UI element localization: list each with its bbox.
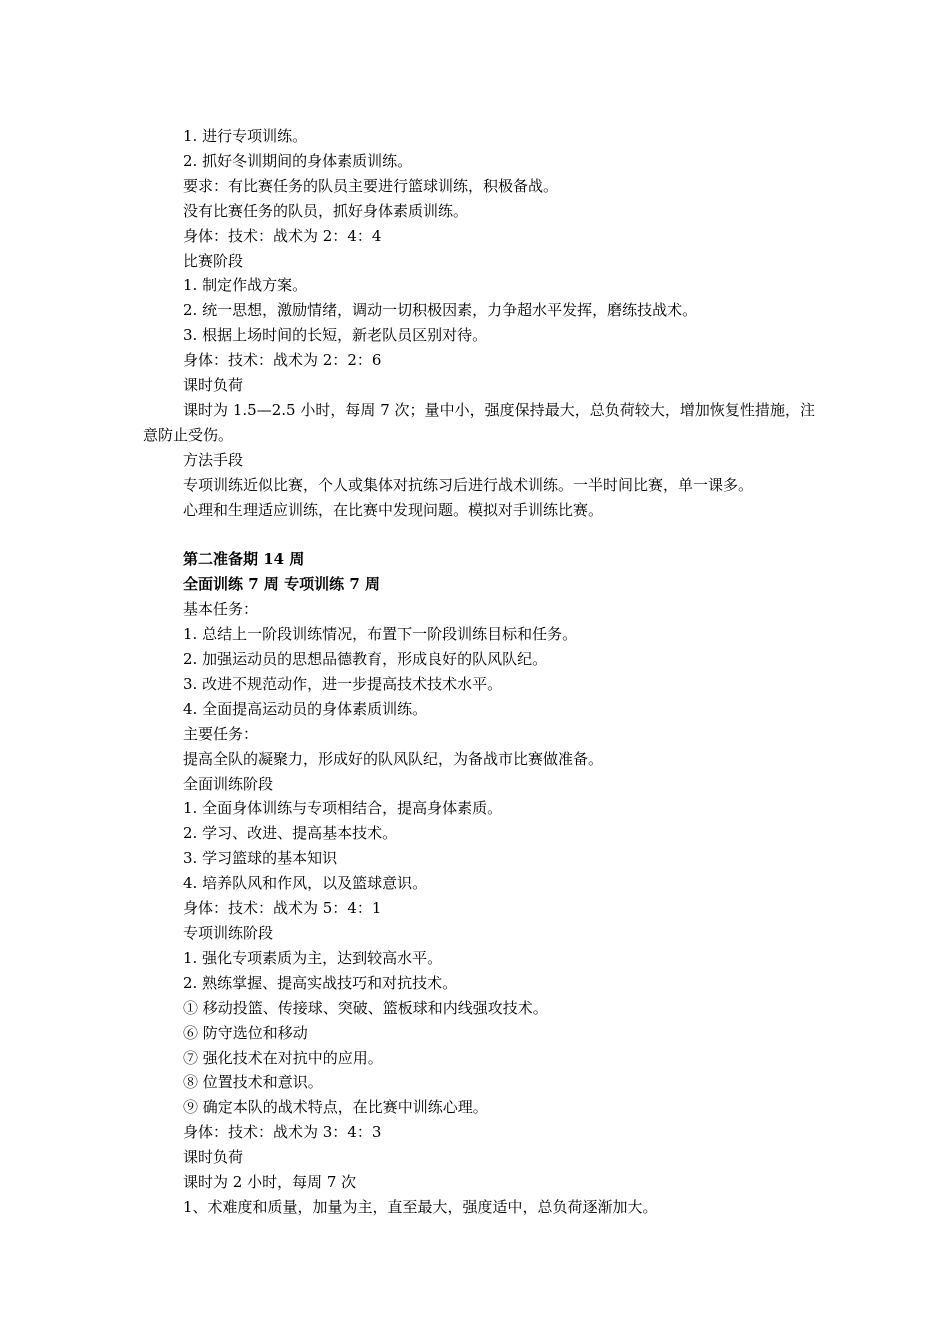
text-line: ⑧ 位置技术和意识。 <box>183 1073 323 1092</box>
text-line: 1. 强化专项素质为主，达到较高水平。 <box>183 948 443 967</box>
document-body <box>143 124 815 1220</box>
text-line: 2. 加强运动员的思想品德教育，形成良好的队风队纪。 <box>183 650 548 669</box>
text-line: 2. 熟练掌握、提高实战技巧和对抗技术。 <box>183 973 458 992</box>
subheading: 专项训练阶段 <box>183 923 274 942</box>
text-line: 2. 学习、改进、提高基本技术。 <box>183 824 398 843</box>
subheading: 方法手段 <box>183 450 244 469</box>
text-line: 身体：技术：战术为 3：4：3 <box>183 1123 382 1142</box>
text-line: 2. 统一思想，激励情绪，调动一切积极因素，力争超水平发挥，磨练技战术。 <box>183 301 698 320</box>
text-line: 3. 根据上场时间的长短，新老队员区别对待。 <box>183 326 488 345</box>
text-line: 提高全队的凝聚力，形成好的队风队纪，为备战市比赛做准备。 <box>183 749 604 768</box>
text-line: 心理和生理适应训练，在比赛中发现问题。模拟对手训练比赛。 <box>183 500 604 519</box>
text-line: 4. 培养队风和作风，以及篮球意识。 <box>183 874 428 893</box>
text-line: 1. 制定作战方案。 <box>183 276 308 295</box>
text-line: 没有比赛任务的队员，抓好身体素质训练。 <box>183 201 469 220</box>
text-line: ⑥ 防守选位和移动 <box>183 1023 308 1042</box>
text-line: 3. 改进不规范动作，进一步提高技术技术水平。 <box>183 674 503 693</box>
text-line: 1. 进行专项训练。 <box>183 127 308 145</box>
text-line: ⑦ 强化技术在对抗中的应用。 <box>183 1048 383 1067</box>
text-line: 1. 总结上一阶段训练情况，布置下一阶段训练目标和任务。 <box>183 625 578 644</box>
subheading: 课时负荷 <box>183 1148 244 1167</box>
load-paragraph: 课时为 1.5—2.5 小时，每周 7 次；量中小，强度保持最大，总负荷较大，增加恢复性措施，注意防止受伤。 <box>143 400 815 444</box>
blank-line <box>143 523 815 548</box>
subheading: 比赛阶段 <box>183 251 244 270</box>
text-line: 身体：技术：战术为 2：2：6 <box>183 351 382 370</box>
text-line: ⑨ 确定本队的战术特点，在比赛中训练心理。 <box>183 1098 488 1117</box>
text-line: 4. 全面提高运动员的身体素质训练。 <box>183 699 428 718</box>
section-heading: 全面训练 7 周 专项训练 7 周 <box>183 575 380 594</box>
text-line: 1、术难度和质量，加量为主，直至最大，强度适中，总负荷逐渐加大。 <box>183 1197 658 1216</box>
text-line: 主要任务： <box>183 724 259 743</box>
text-line: 身体：技术：战术为 2：4：4 <box>183 226 382 245</box>
section-heading: 第二准备期 14 周 <box>183 550 305 569</box>
text-line: 2. 抓好冬训期间的身体素质训练。 <box>183 151 413 170</box>
text-line: ① 移动投篮、传接球、突破、篮板球和内线强攻技术。 <box>183 998 548 1017</box>
text-line: 身体：技术：战术为 5：4：1 <box>183 899 382 918</box>
text-line: 课时为 2 小时，每周 7 次 <box>183 1173 357 1192</box>
text-line: 要求：有比赛任务的队员主要进行篮球训练，积极备战。 <box>183 176 559 195</box>
text-line: 专项训练近似比赛，个人或集体对抗练习后进行战术训练。一半时间比赛，单一课多。 <box>183 475 754 494</box>
subheading: 全面训练阶段 <box>183 774 274 793</box>
text-line: 基本任务： <box>183 600 259 619</box>
subheading: 课时负荷 <box>183 376 244 395</box>
text-line: 1. 全面身体训练与专项相结合，提高身体素质。 <box>183 799 503 818</box>
text-line: 3. 学习篮球的基本知识 <box>183 849 338 868</box>
